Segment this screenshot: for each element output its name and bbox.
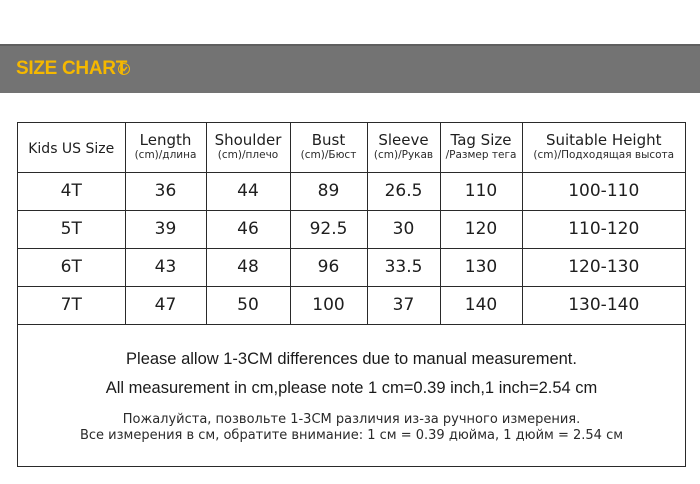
cell-shoulder: 48: [206, 248, 290, 286]
header-length: Length (cm)/длина: [125, 123, 206, 172]
note-english-line-1: Please allow 1-3CM differences due to manual measurement.: [126, 350, 577, 368]
chevron-down-circle-icon: [118, 63, 130, 75]
cell-shoulder: 44: [206, 172, 290, 210]
cell-bust: 96: [290, 248, 367, 286]
table-row: [18, 248, 685, 286]
size-table: [18, 123, 685, 325]
cell-suitable-height: 100-110: [522, 172, 685, 210]
size-chart-box: [17, 122, 686, 467]
header-tag-size: Tag Size /Размер тега: [440, 123, 522, 172]
header-kids-us-size: Kids US Size: [18, 123, 125, 172]
note-english-line-2: All measurement in cm,please note 1 cm=0.39 inch,1 inch=2.54 cm: [105, 379, 598, 397]
cell-size: 7T: [18, 286, 125, 324]
cell-sleeve: 33.5: [367, 248, 440, 286]
banner-title: SIZE CHART: [16, 58, 128, 79]
header-bust: Bust (cm)/Бюст: [290, 123, 367, 172]
cell-shoulder: 50: [206, 286, 290, 324]
note-russian-line-1: Пожалуйста, позвольте 1-3CM различия из-за ручного измерения.: [122, 412, 581, 427]
cell-bust: 100: [290, 286, 367, 324]
cell-sleeve: 37: [367, 286, 440, 324]
table-row: [18, 172, 685, 210]
measurement-notes: [18, 341, 685, 444]
cell-length: 47: [125, 286, 206, 324]
cell-shoulder: 46: [206, 210, 290, 248]
note-russian-line-2: Все измерения в см, обратите внимание: 1 см = 0.39 дюйма, 1 дюйм = 2.54 см: [79, 428, 624, 443]
header-sleeve: Sleeve (cm)/Рукав: [367, 123, 440, 172]
cell-tag-size: 130: [440, 248, 522, 286]
table-header-row: [18, 123, 685, 172]
cell-size: 5T: [18, 210, 125, 248]
cell-sleeve: 30: [367, 210, 440, 248]
cell-suitable-height: 130-140: [522, 286, 685, 324]
cell-length: 39: [125, 210, 206, 248]
cell-sleeve: 26.5: [367, 172, 440, 210]
cell-tag-size: 120: [440, 210, 522, 248]
cell-size: 6T: [18, 248, 125, 286]
cell-suitable-height: 110-120: [522, 210, 685, 248]
cell-tag-size: 110: [440, 172, 522, 210]
header-suitable-height: Suitable Height (cm)/Подходящая высота: [522, 123, 685, 172]
header-shoulder: Shoulder (cm)/плечо: [206, 123, 290, 172]
size-chart-banner: [0, 44, 700, 93]
cell-bust: 89: [290, 172, 367, 210]
table-row: [18, 210, 685, 248]
cell-length: 36: [125, 172, 206, 210]
cell-suitable-height: 120-130: [522, 248, 685, 286]
cell-length: 43: [125, 248, 206, 286]
cell-size: 4T: [18, 172, 125, 210]
cell-bust: 92.5: [290, 210, 367, 248]
cell-tag-size: 140: [440, 286, 522, 324]
table-row: [18, 286, 685, 324]
